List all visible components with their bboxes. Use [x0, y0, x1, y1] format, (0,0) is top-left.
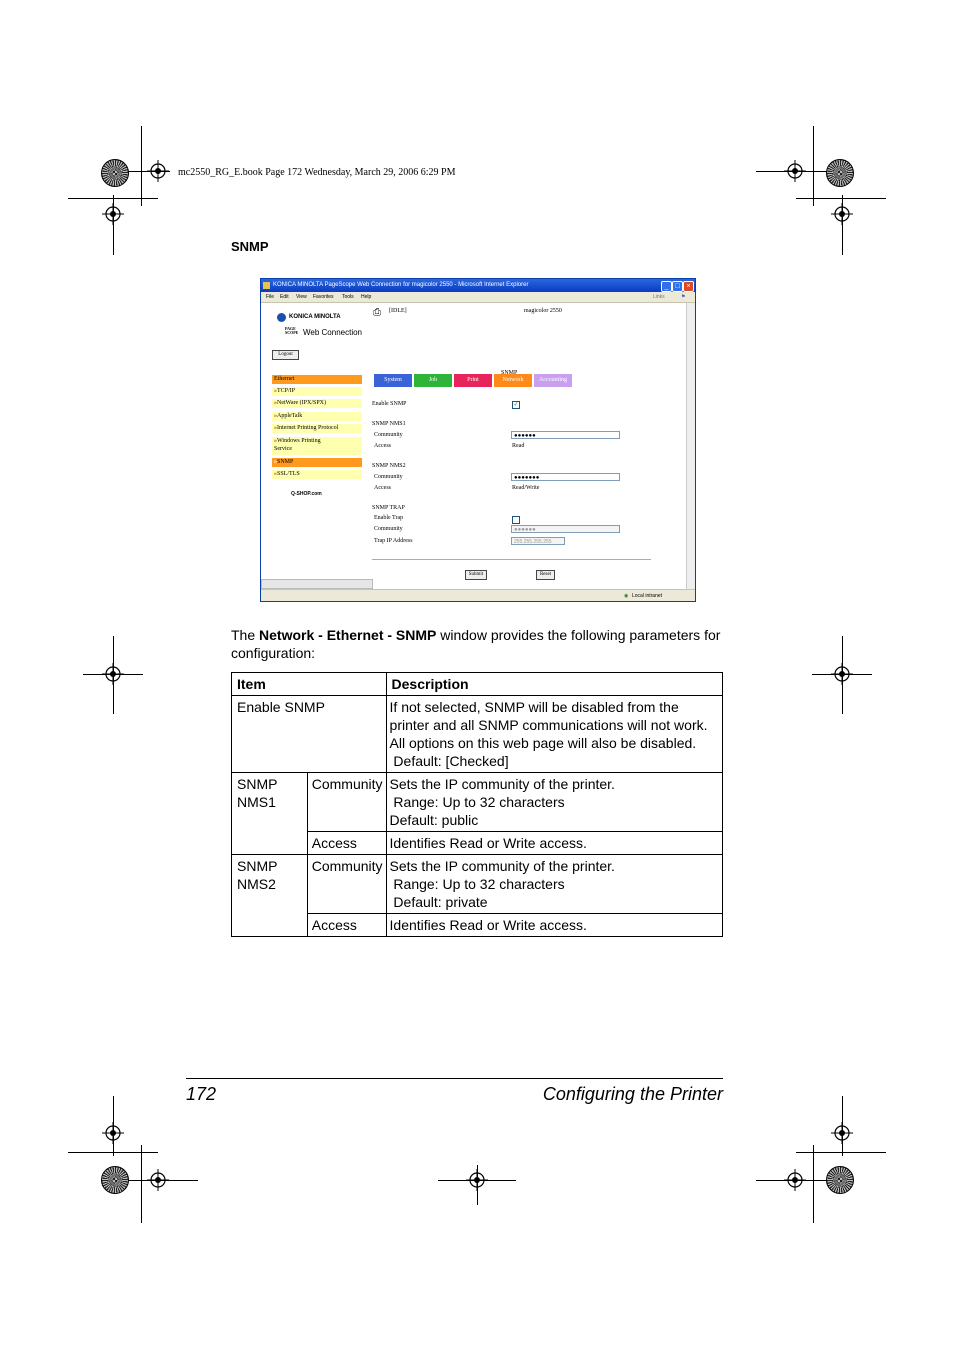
- sidebar-item-label: Service: [274, 446, 292, 452]
- device-name: magicolor 2550: [524, 308, 562, 314]
- horizontal-scrollbar[interactable]: [261, 579, 373, 589]
- table-row: [232, 696, 723, 773]
- trap-enable-checkbox[interactable]: [512, 516, 520, 524]
- desc-line: If not selected, SNMP will be disabled from the: [389, 699, 679, 715]
- desc-line: Sets the IP community of the printer.: [389, 776, 615, 792]
- item-line: NMS1: [237, 794, 276, 810]
- sidebar-item-windows-printing[interactable]: »Windows Printing Service: [272, 437, 362, 455]
- menu-edit[interactable]: Edit: [280, 294, 289, 300]
- table-cell: [386, 855, 722, 914]
- table-cell: Access: [307, 832, 386, 855]
- tab-print[interactable]: Print: [454, 374, 492, 387]
- nms2-label: SNMP NMS2: [372, 463, 406, 469]
- maximize-icon[interactable]: □: [672, 281, 683, 292]
- parameter-table: [231, 672, 723, 937]
- windows-flag-icon: ⚑: [681, 294, 686, 300]
- registration-crosshair-icon: [102, 1122, 124, 1144]
- menu-favorites[interactable]: Favorites: [313, 294, 334, 300]
- registration-crosshair-icon: [831, 1122, 853, 1144]
- desc-line: Range: Up to 32 characters: [389, 794, 565, 810]
- desc-line: Sets the IP community of the printer.: [389, 858, 615, 874]
- tab-job[interactable]: Job: [414, 374, 452, 387]
- form-divider: [372, 559, 651, 560]
- registration-crosshair-icon: [831, 203, 853, 225]
- table-cell: Identifies Read or Write access.: [386, 832, 722, 855]
- table-row: [232, 773, 723, 832]
- registration-crosshair-icon: [102, 663, 124, 685]
- intro-text: window provides the following parameters for configuration:: [231, 627, 721, 661]
- chapter-title: Configuring the Printer: [542, 1084, 723, 1104]
- nms1-access-label: Access: [374, 443, 391, 449]
- sidebar-item-label: AppleTalk: [277, 413, 303, 419]
- table-cell: Community: [307, 855, 386, 914]
- sidebar-item-label: NetWare (IPX/SPX): [277, 400, 327, 406]
- sidebar-item-ethernet[interactable]: [272, 375, 362, 384]
- form-heading: SNMP: [501, 370, 518, 376]
- table-row: [232, 855, 723, 914]
- menu-bar: [261, 292, 695, 303]
- trap-community-input[interactable]: ●●●●●●: [511, 525, 620, 533]
- table-header-row: [232, 673, 723, 696]
- table-header-item: Item: [232, 673, 387, 696]
- menu-view[interactable]: View: [296, 294, 307, 300]
- print-header: mc2550_RG_E.book Page 172 Wednesday, March 29, 2006 6:29 PM: [178, 167, 456, 178]
- registration-sun-icon: [826, 159, 854, 187]
- table-header-description: Description: [386, 673, 722, 696]
- sidebar-item-label: Windows Printing: [277, 438, 321, 444]
- desc-line: Default: private: [389, 894, 488, 910]
- registration-crosshair-icon: [784, 1169, 806, 1191]
- table-cell: [232, 773, 308, 855]
- browser-statusbar: [261, 589, 695, 602]
- sidebar-item-netware[interactable]: »NetWare (IPX/SPX): [272, 399, 362, 408]
- table-cell: Access: [307, 914, 386, 937]
- brand-name: KONICA MINOLTA: [289, 314, 341, 320]
- tab-system[interactable]: System: [374, 374, 412, 387]
- product-name: Web Connection: [303, 328, 362, 337]
- nms2-community-input[interactable]: ●●●●●●●: [511, 473, 620, 481]
- nms1-community-label: Community: [374, 432, 403, 438]
- printer-status: [IDLE]: [389, 308, 407, 314]
- registration-crosshair-icon: [102, 203, 124, 225]
- trap-enable-label: Enable Trap: [374, 515, 404, 521]
- item-line: NMS2: [237, 876, 276, 892]
- intro-bold: Network - Ethernet - SNMP: [259, 627, 437, 643]
- desc-line: Default: public: [389, 812, 479, 828]
- enable-snmp-checkbox[interactable]: ✓: [513, 402, 519, 408]
- registration-crosshair-icon: [784, 160, 806, 182]
- registration-sun-icon: [826, 1166, 854, 1194]
- table-cell: Identifies Read or Write access.: [386, 914, 722, 937]
- sidebar-item-appletalk[interactable]: »AppleTalk: [272, 412, 362, 421]
- web-page: [261, 303, 687, 589]
- pagescope-prefix: PAGE SCOPE: [285, 326, 299, 335]
- sidebar-item-snmp[interactable]: »SNMP: [272, 458, 362, 467]
- registration-crosshair-icon: [147, 1169, 169, 1191]
- logout-button[interactable]: Logout: [272, 350, 299, 360]
- reset-button[interactable]: Reset: [536, 570, 555, 580]
- item-line: SNMP: [237, 858, 278, 874]
- trap-community-label: Community: [374, 526, 403, 532]
- menu-help[interactable]: Help: [361, 294, 372, 300]
- menu-file[interactable]: File: [266, 294, 275, 300]
- zone-label: Local intranet: [632, 593, 663, 599]
- sidebar-item-ssl-tls[interactable]: »SSL/TLS: [272, 470, 362, 479]
- registration-sun-icon: [101, 1166, 129, 1194]
- table-cell: Enable SNMP: [232, 696, 387, 773]
- table-cell: [232, 855, 308, 937]
- desc-line: All options on this web page will also be disabled.: [389, 735, 697, 751]
- tab-network[interactable]: Network: [494, 374, 532, 387]
- links-label[interactable]: Links: [653, 294, 665, 300]
- section-title: SNMP: [231, 239, 269, 254]
- sidebar-item-label: Internet Printing Protocol: [277, 425, 339, 431]
- nms2-access-label: Access: [374, 485, 391, 491]
- registration-crosshair-icon: [466, 1169, 488, 1191]
- intro-text: The: [231, 627, 260, 643]
- vertical-scrollbar[interactable]: [686, 303, 695, 589]
- sidebar-item-label: SSL/TLS: [277, 471, 300, 477]
- registration-crosshair-icon: [831, 663, 853, 685]
- trap-ip-input[interactable]: 255.255.255.255: [511, 537, 565, 545]
- tab-accounting[interactable]: Accounting: [534, 374, 572, 387]
- sidebar-item-tcpip[interactable]: »TCP/IP: [272, 387, 362, 396]
- intro-paragraph: [231, 626, 723, 662]
- sidebar-item-label: Ethernet: [274, 376, 295, 382]
- table-cell: [386, 773, 722, 832]
- enable-snmp-label: Enable SNMP: [372, 401, 407, 407]
- minimize-icon[interactable]: _: [661, 281, 672, 292]
- footer-rule: [186, 1078, 723, 1079]
- registration-crosshair-icon: [147, 160, 169, 182]
- sidebar-item-label: TCP/IP: [277, 388, 296, 394]
- sidebar-item-label: SNMP: [277, 459, 294, 465]
- desc-line: printer and all SNMP communications will not work.: [389, 717, 708, 733]
- nms1-label: SNMP NMS1: [372, 421, 406, 427]
- desc-line: Range: Up to 32 characters: [389, 876, 565, 892]
- window-titlebar: [261, 279, 695, 292]
- trap-ip-label: Trap IP Address: [374, 538, 413, 544]
- nms1-access-value: Read: [512, 443, 525, 449]
- intranet-icon: ◉: [624, 593, 629, 599]
- table-cell: Community: [307, 773, 386, 832]
- trap-label: SNMP TRAP: [372, 505, 405, 511]
- item-line: SNMP: [237, 776, 278, 792]
- nms1-community-input[interactable]: ●●●●●●: [511, 431, 620, 439]
- sidebar-item-ipp[interactable]: »Internet Printing Protocol: [272, 424, 362, 433]
- konica-logo-icon: [277, 313, 286, 322]
- submit-button[interactable]: Submit: [465, 570, 487, 580]
- window-title: KONICA MINOLTA PageScope Web Connection for magicolor 2550 - Microsoft Internet Explorer: [273, 282, 529, 288]
- menu-tools[interactable]: Tools: [342, 294, 354, 300]
- table-cell: [386, 696, 722, 773]
- browser-icon: [263, 282, 270, 289]
- nms2-access-value: Read/Write: [512, 485, 540, 491]
- qshop-logo[interactable]: Q-SHOP.com: [291, 491, 322, 497]
- desc-line: Default: [Checked]: [389, 753, 509, 769]
- registration-sun-icon: [101, 159, 129, 187]
- close-icon[interactable]: ×: [683, 281, 694, 292]
- nms2-community-label: Community: [374, 474, 403, 480]
- page-number: 172: [186, 1084, 217, 1104]
- printer-icon: ⎙: [373, 307, 381, 318]
- browser-screenshot: [260, 278, 696, 602]
